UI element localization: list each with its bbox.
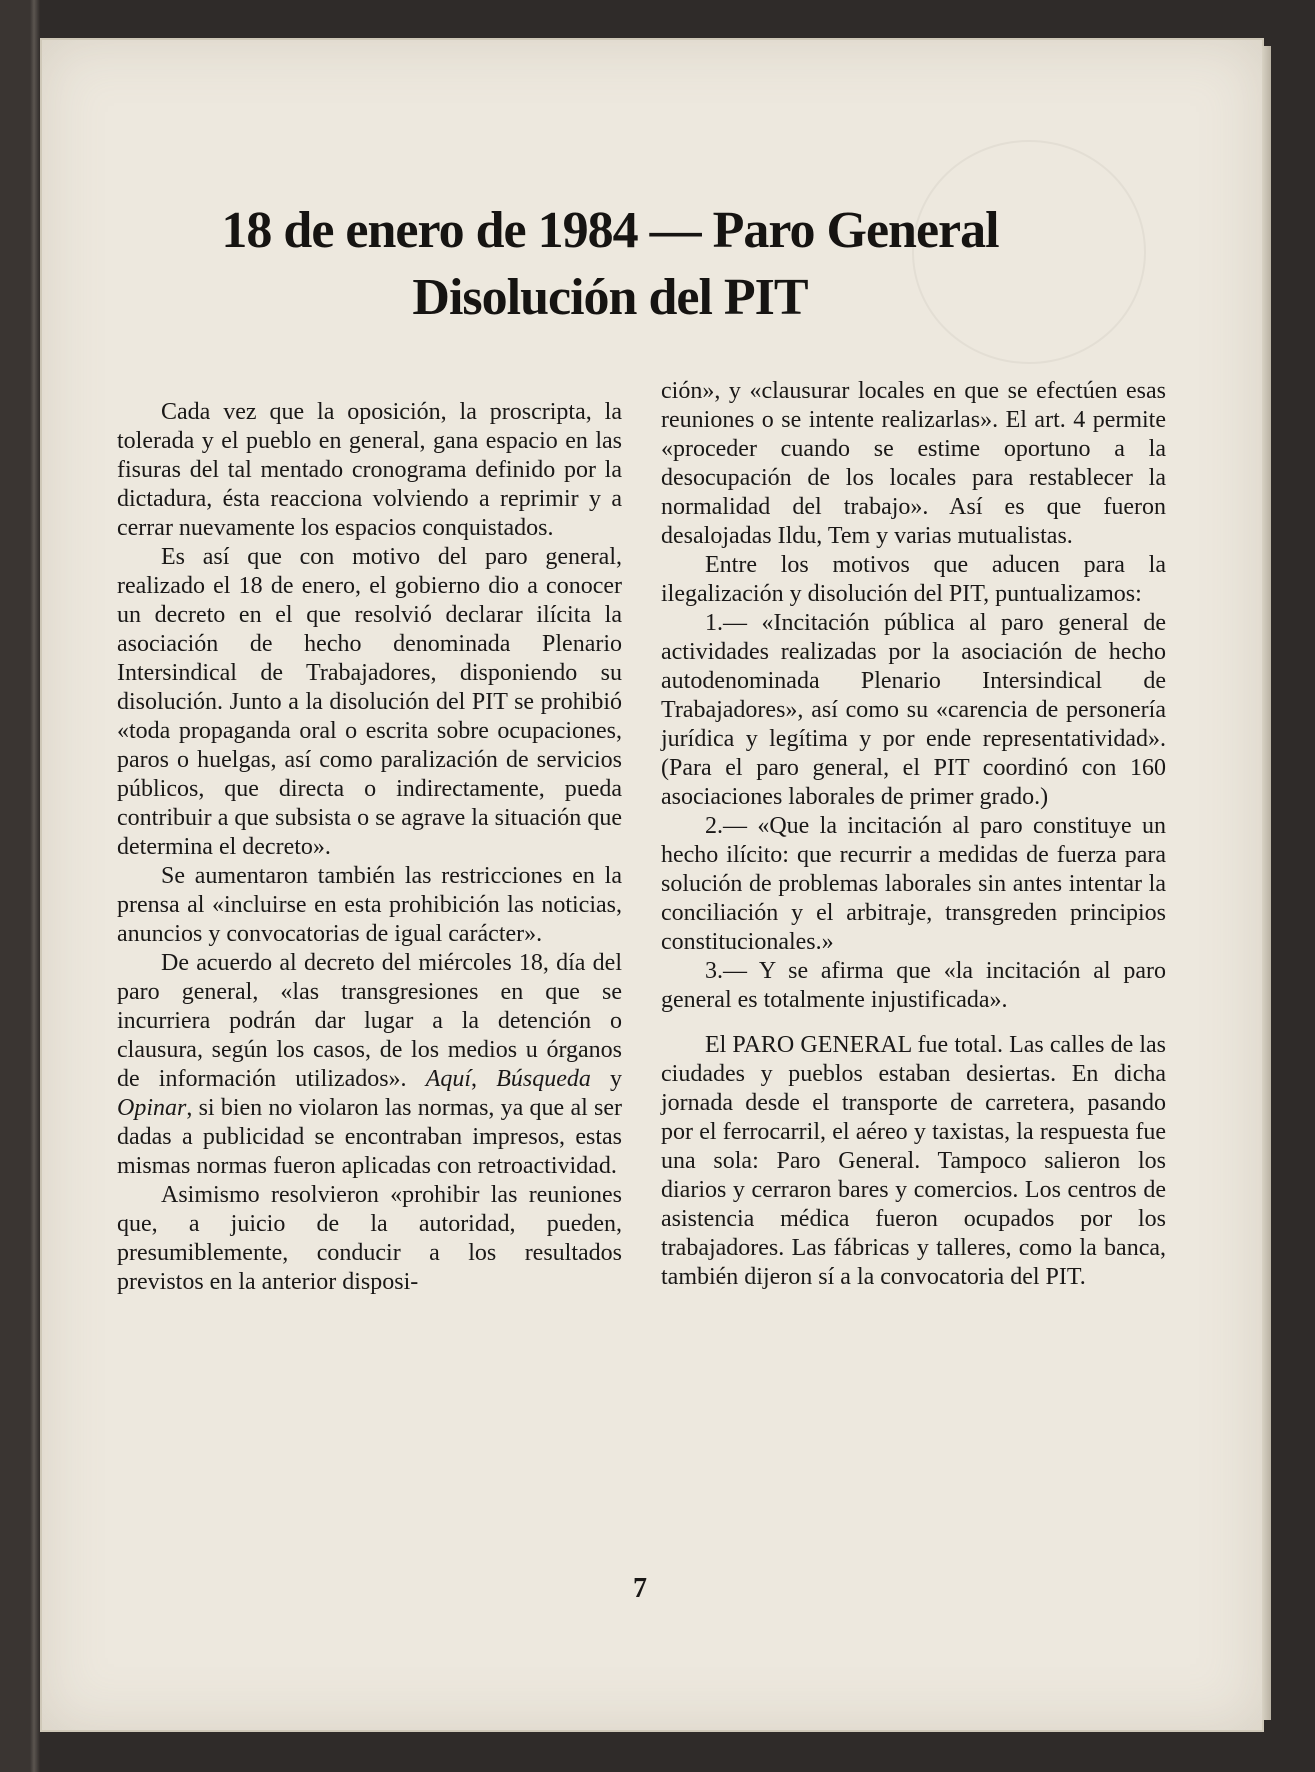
- page-number: 7: [633, 1573, 647, 1604]
- publication-name: Búsqueda: [496, 1066, 591, 1092]
- publication-name: Aquí: [425, 1066, 472, 1092]
- publication-name: Opinar: [117, 1095, 187, 1121]
- paragraph: Es así que con motivo del paro general, realizado el 18 de enero, el gobierno dio a conocer un decreto en el que resolvió declarar ilícita la asociación de hecho denominada Plenario Intersindical de Trabajadores, disponiendo su disolución. Junto a la disolución del PIT se prohibió «toda propaganda oral o escrita sobre ocupaciones, paros o huelgas, así como paralización de servicios públicos, que directa o indirectamente, pueda contribuir a que subsista o se agrave la situación que determina el decreto».: [117, 544, 622, 860]
- page-subtitle: Disolución del PIT: [412, 269, 808, 326]
- page-title: 18 de enero de 1984 — Paro General: [221, 202, 999, 259]
- text-run: De acuerdo al decreto del miércoles 18, día del paro general, «las transgresiones en que se incurriera podrán dar lugar a la detención o clausura, según los casos, de los medios u órganos de información utilizados».: [117, 950, 622, 1092]
- text-run: ,: [471, 1066, 497, 1092]
- paragraph: ción», y «clausurar locales en que se efectúen esas reuniones o se intente realizarlas». El art. 4 permite «proceder cuando se estime oportuno a la desocupación de los locales para restablecer la normalidad del trabajo». Así es que fueron desalojadas Ildu, Tem y varias mutualistas.: [661, 378, 1166, 549]
- right-column: [661, 377, 1166, 1292]
- paragraph: Entre los motivos que aducen para la ilegalización y disolución del PIT, puntualizamos:: [661, 552, 1166, 607]
- list-item: 3.— Y se afirma que «la incitación al paro general es totalmente injustificada».: [661, 958, 1166, 1013]
- list-item: 1.— «Incitación pública al paro general de actividades realizadas por la asociación de hecho autodenominada Plenario Intersindical de Trabajadores», así como su «carencia de personería jurídica y legítima y por ende representatividad». (Para el paro general, el PIT coordinó con 160 asociaciones laborales de primer grado.): [661, 610, 1166, 810]
- paragraph: Asimismo resolvieron «prohibir las reuniones que, a juicio de la autoridad, pueden, presumiblemente, conducir a los resultados previstos en la anterior disposi-: [117, 1182, 622, 1295]
- paragraph: [117, 949, 622, 1181]
- page-edge: [1262, 46, 1271, 1720]
- list-item: 2.— «Que la incitación al paro constituye un hecho ilícito: que recurrir a medidas de fuerza para solución de problemas laborales sin antes intentar la conciliación y el arbitraje, transgreden principios constitucionales.»: [661, 813, 1166, 955]
- text-run: y: [590, 1066, 623, 1092]
- paragraph: El PARO GENERAL fue total. Las calles de las ciudades y pueblos estaban desiertas. En dicha jornada desde el transporte de carretera, pasando por el ferrocarril, el aéreo y taxistas, la respuesta fue una sola: Paro General. Tampoco salieron los diarios y cerraron bares y comercios. Los centros de asistencia médica fueron ocupados por los trabajadores. Las fábricas y talleres, como la banca, también dijeron sí a la convocatoria del PIT.: [661, 1032, 1166, 1290]
- text-run: , si bien no violaron las normas, ya que al ser dadas a publicidad se encontraban impresos, estas mismas normas fueron aplicadas con retroactividad.: [117, 1095, 622, 1179]
- left-column: [117, 398, 622, 1297]
- paragraph: Cada vez que la oposición, la proscripta, la tolerada y el pueblo en general, gana espacio en las fisuras del tal mentado cronograma definido por la dictadura, ésta reacciona volviendo a reprimir y a cerrar nuevamente los espacios conquistados.: [117, 399, 622, 541]
- paragraph: Se aumentaron también las restricciones en la prensa al «incluirse en esta prohibición las noticias, anuncios y convocatorias de igual carácter».: [117, 863, 622, 947]
